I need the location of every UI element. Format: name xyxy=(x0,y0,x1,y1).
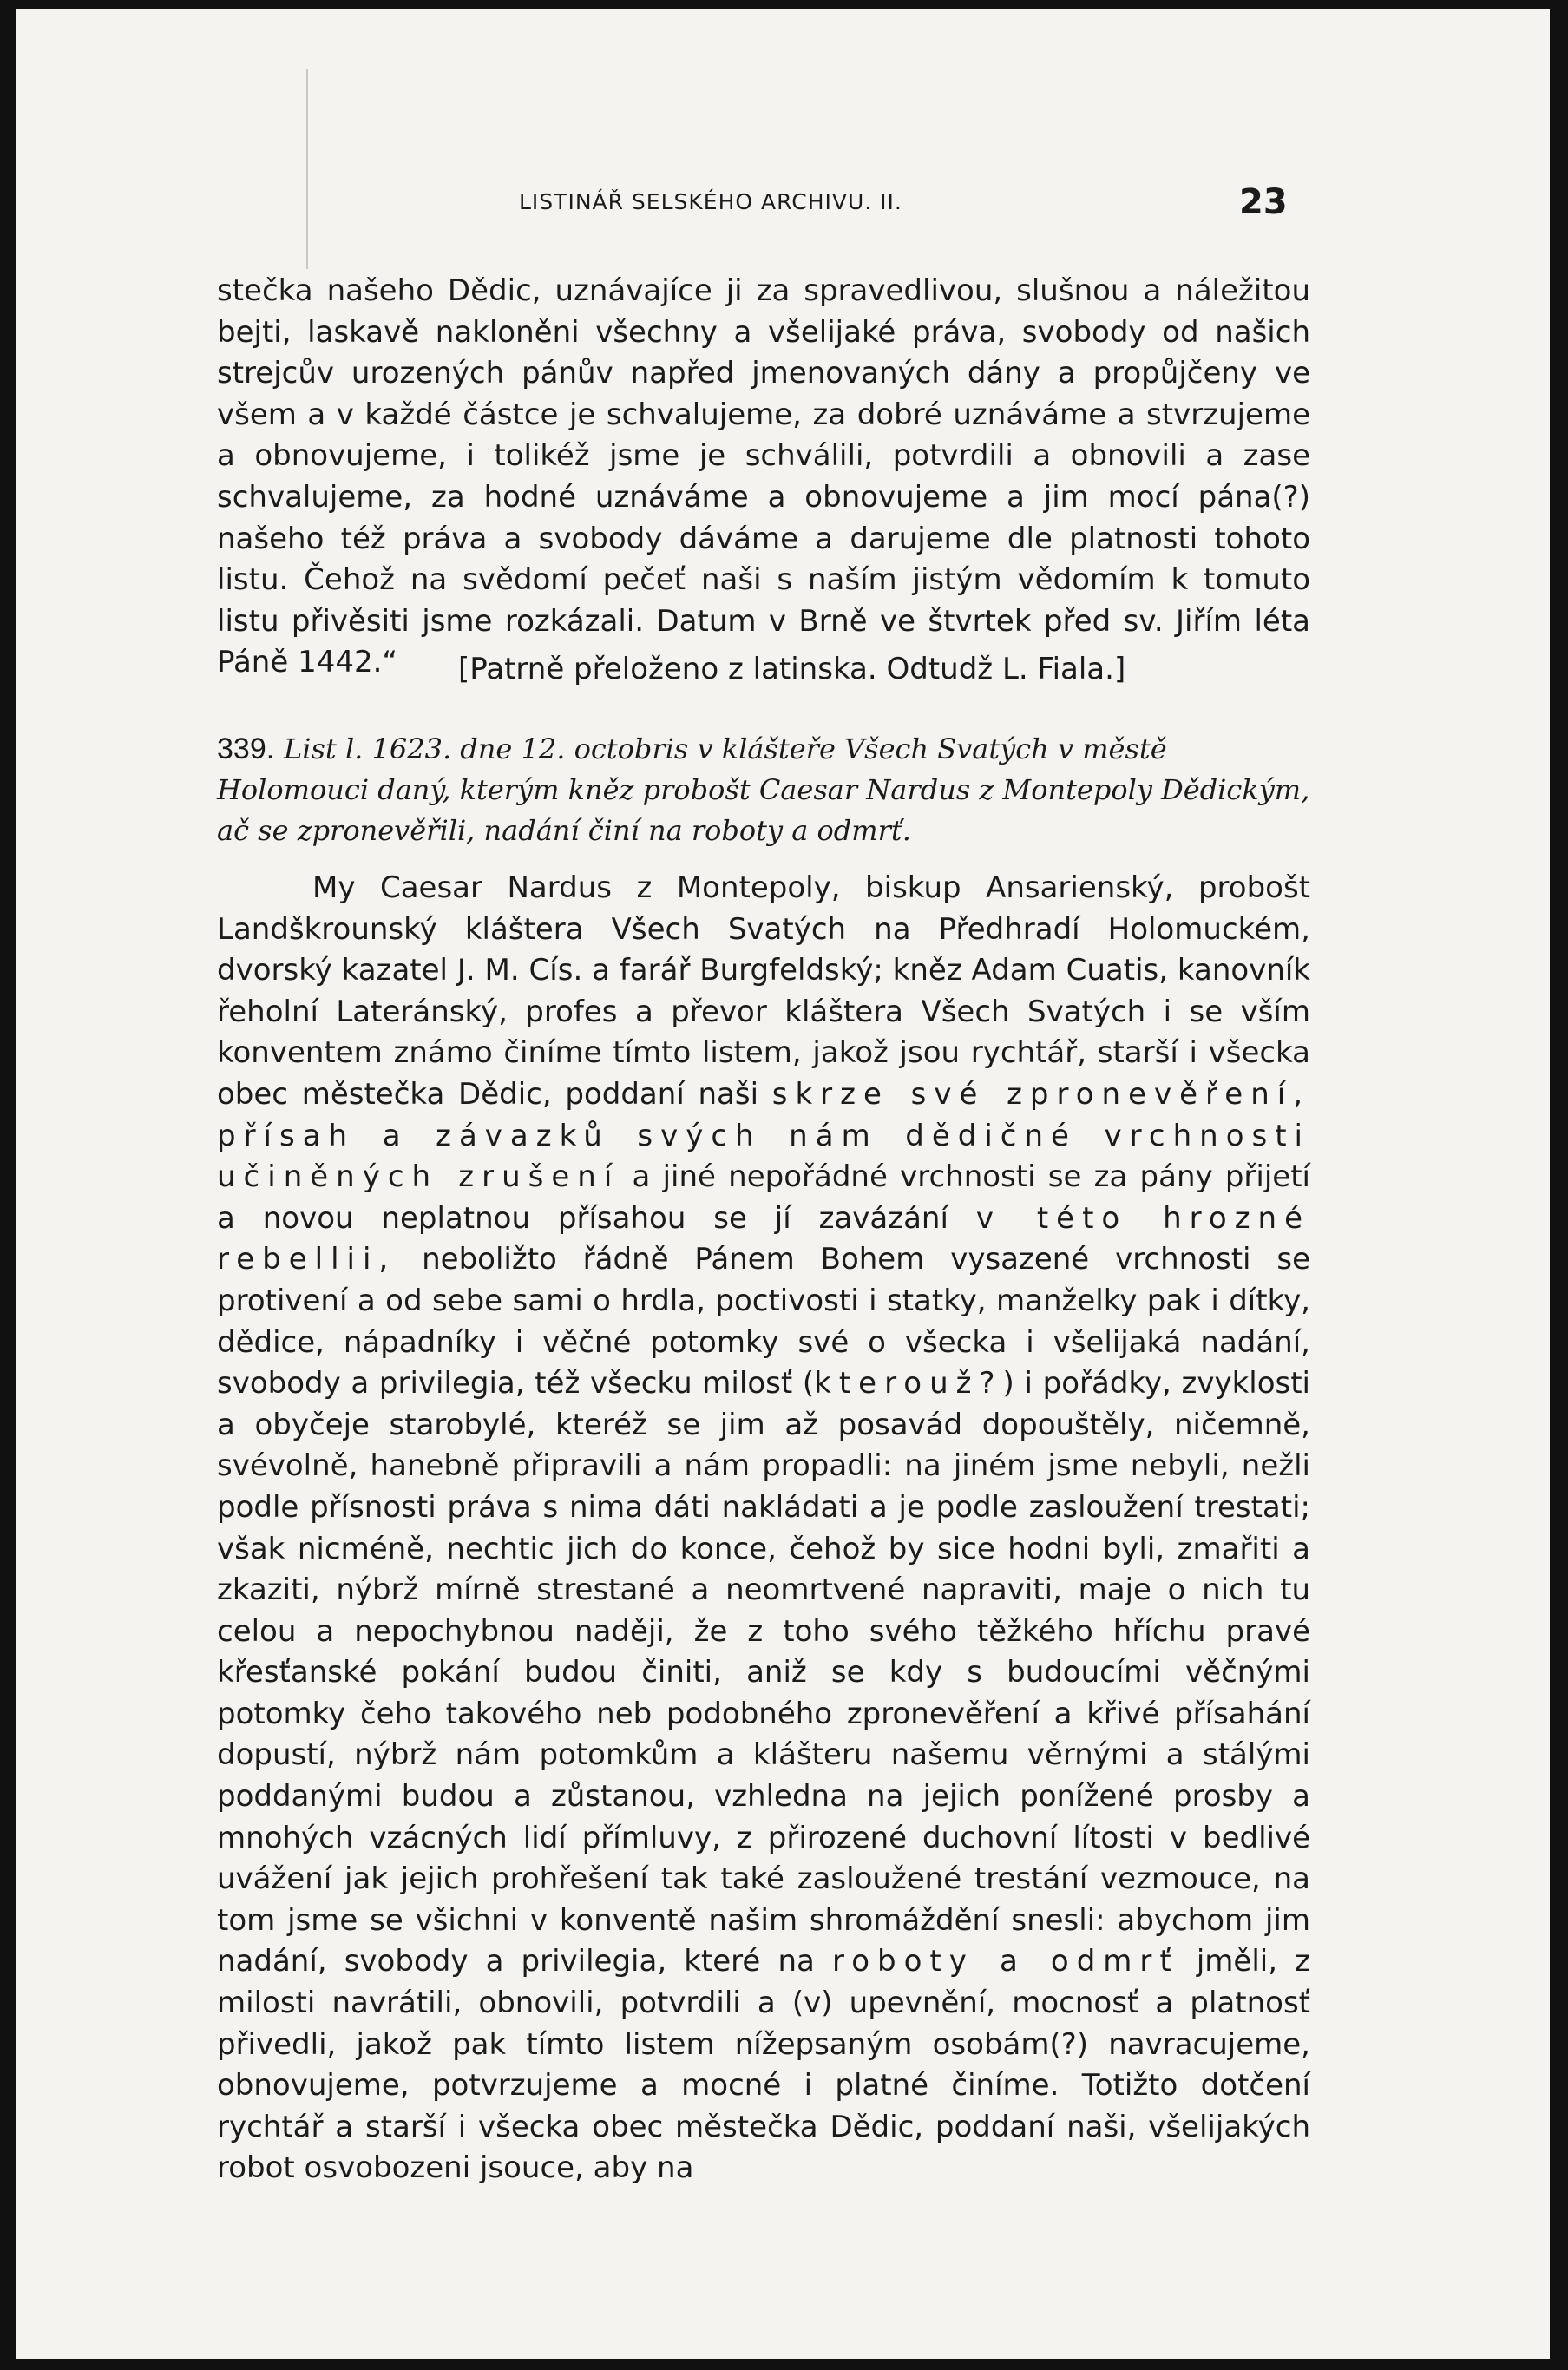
page-number: 23 xyxy=(1239,182,1288,222)
document-page xyxy=(16,9,1550,2359)
entry-title: List l. 1623. dne 12. octobris v klášteře Všech Svatých v městě Holomouci daný, kterým kněz probošt Caesar Nardus z Montepoly Dědickým, ač se zpronevěřili, nadání činí na roboty a odmrť. xyxy=(217,732,1310,847)
entry-number: 339. xyxy=(217,732,275,765)
paragraph-continuation: stečka našeho Dědic, uznávajíce ji za spravedlivou, slušnou a náležitou bejti, laskavě nakloněni všechny a všelijaké práva, svobody od našich strejcův urozených pánův napřed jmenovaných dány a propůjčeny ve všem a v každé částce je schvalujeme, za dobré uznáváme a stvrzujeme a obnovujeme, i tolikéž jsme je schválili, potvrdili a obnovili a zase schvalujeme, za hodné uznáváme a obnovujeme a jim mocí pána(?) našeho též práva a svobody dáváme a darujeme dle platnosti tohoto listu. Čehož na svědomí pečeť naši s naším jistým vědomím k tomuto listu přivěsiti jsme rozkázali. Datum v Brně ve štvrtek před sv. Jiřím léta Páně 1442.“ xyxy=(217,273,1310,680)
running-title: LISTINÁŘ SELSKÉHO ARCHIVU. II. xyxy=(519,189,902,214)
entry-heading xyxy=(217,729,1310,851)
charter-text-5: jměli, z milosti navrátili, obnovili, potvrdili a (v) upevnění, mocnosť a platnosť přivedli, jakož pak tímto listem nížepsaným osobám(?) navracujeme, obnovujeme, potvrzujeme a mocné i platné činíme. Totižto dotčení rychtář a starší i všecka obec městečka Dědic, poddaní naši, všelijakých robot osvobozeni jsouce, aby na xyxy=(217,1944,1311,2186)
charter-spaced-2: v této hrozné rebellii, xyxy=(217,1200,1311,1277)
charter-text-4: ) i pořádky, zvyklosti a obyčeje starobylé, kteréž se jim až posavád dopouštěly, ničemně, svévolně, hanebně připravili a nám propadli: na jiném jsme nebyli, nežli podle přísnosti práva s nima dáti nakládati a je podle zasloužení trestati; však nicméně, nechtic jich do konce, čehož by sice hodni byli, zmařiti a zkaziti, nýbrž mírně strestané a neomrtvené napraviti, maje o nich tu celou a nepochybnou naději, že z toho svého těžkého hříchu pravé křesťanské pokání budou činiti, aniž se kdy s budoucími věčnými potomky čeho takového neb podobného zpronevěření a křivé přísahání dopustí, nýbrž nám potomkům a klášteru našemu věrnými a stálými poddanými budou a zůstanou, vzhledna na jejich ponížené prosby a mnohých vzácných lidí přímluvy, z přirozené duchovní lítosti v bedlivé uvážení jak jejich prohřešení tak také zasloužené trestání vezmouce, na tom jsme se všichni v konventě našim shromáždění snesli: abychom jim nadání, svobody a privilegia, které na xyxy=(217,1366,1311,1979)
margin-mark xyxy=(306,69,308,269)
charter-text-2: a jiné nepořádné vrchnosti se za pány přijetí a novou neplatnou přísahou se jí zavázání xyxy=(217,1159,1310,1236)
page-header xyxy=(16,182,1550,234)
translation-note: [Patrně přeloženo z latinska. Odtudž L. Fiala.] xyxy=(458,652,1126,686)
charter-spaced-3: kterouž? xyxy=(814,1366,1003,1402)
charter-text-3: neboližto řádně Pánem Bohem vysazené vrchnosti se protivení a od sebe sami o hrdla, poctivosti i statky, manželky pak i dítky, dědice, nápadníky i věčné potomky své o všecka i všelijaká nadání, svobody a privilegia, též všecku milosť ( xyxy=(217,1242,1310,1402)
charter-spaced-4: roboty a odmrť xyxy=(831,1944,1179,1979)
charter-spaced-1: skrze své zpronevěření, přísah a závazků svých nám dědičné vrchnosti učiněných zrušení xyxy=(217,1076,1310,1195)
charter-paragraph xyxy=(217,868,1310,2189)
charter-text-1: My Caesar Nardus z Montepoly, biskup Ansarienský, probošt Landškrounský kláštera Všech Svatých na Předhradí Holomuckém, dvorský kazatel J. M. Cís. a farář Burgfeldský; kněz Adam Cuatis, kanovník řeholní Lateránský, profes a převor kláštera Všech Svatých i se vším konventem známo činíme tímto listem, jakož jsou rychtář, starší i všecka obec městečka Dědic, poddaní naši xyxy=(217,870,1310,1112)
